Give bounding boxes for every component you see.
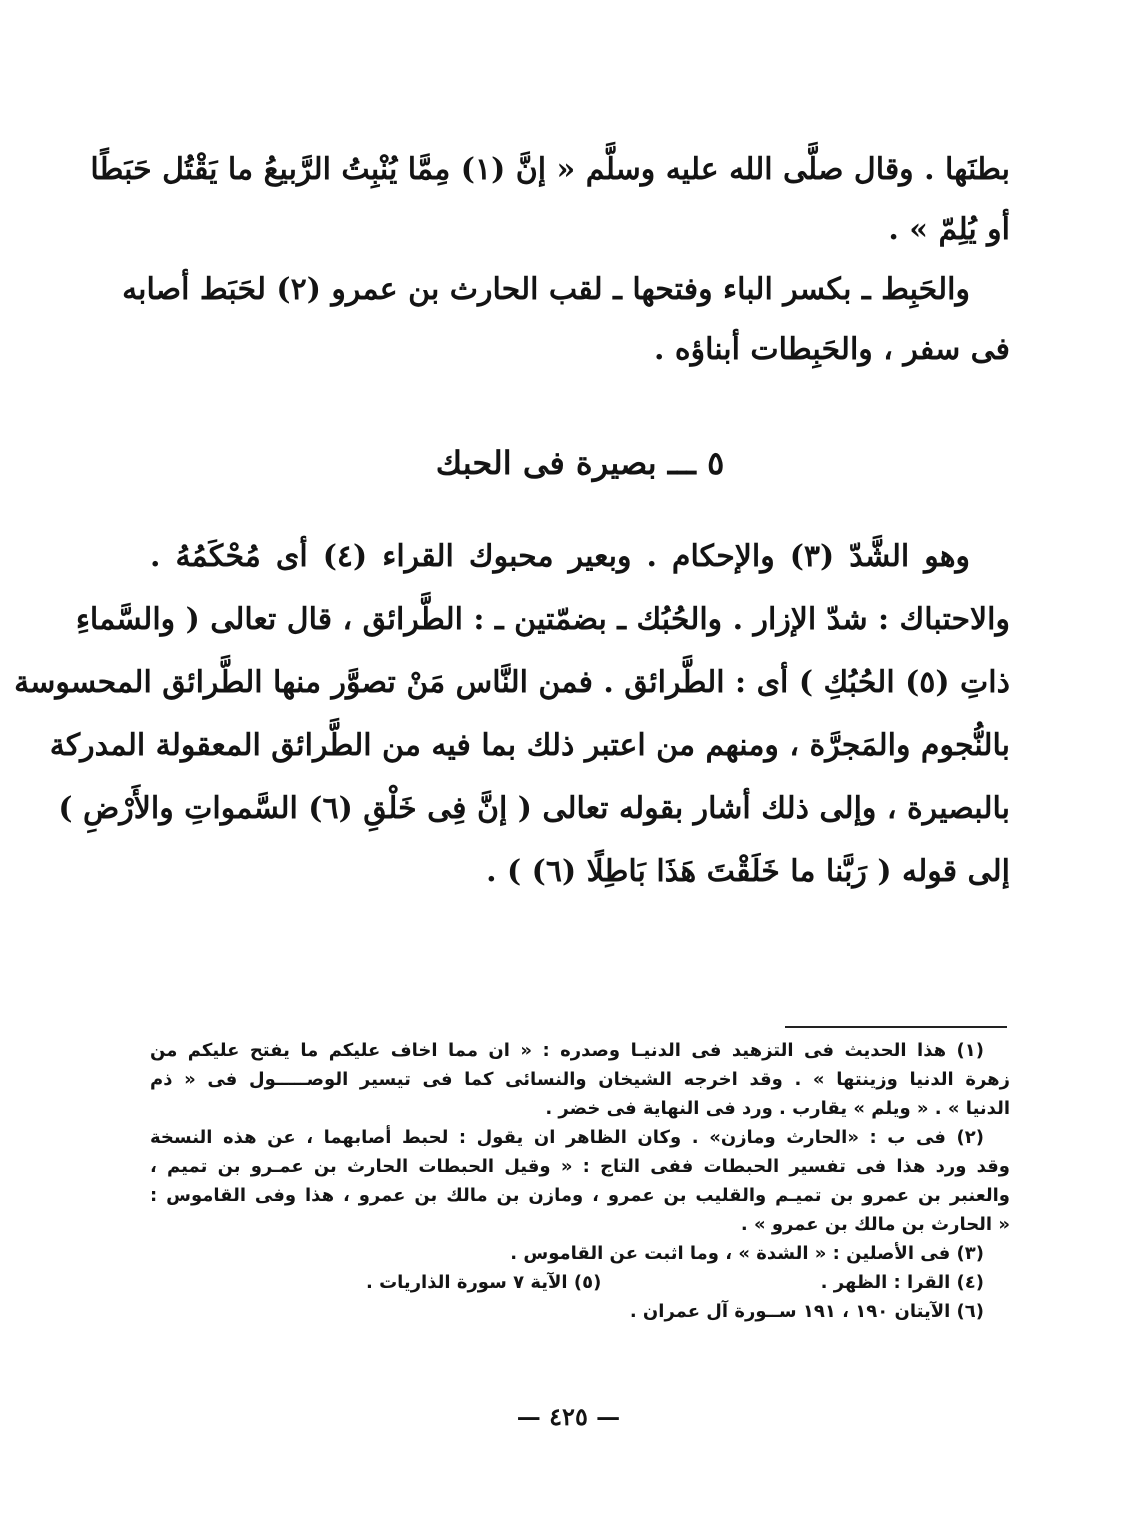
footnote-line: زهرة الدنيا وزينتها » . وقد اخرجه الشيخان والنسائى كما فى تيسير الوصـــــول فى « ذم [150,1069,1010,1090]
text-line: والاحتباك : شدّ الإزار . والحُبُك ـ بضمّتين ـ : الطَّرائق ، قال تعالى ( والسَّماءِ [75,602,1010,637]
footnote-line: (٦) الآيتان ١٩٠ ، ١٩١ ســورة آل عمران . [629,1301,984,1322]
footnote-line: الدنيا » . « ويلم » يقارب . ورد فى النهاية فى خضر . [545,1098,1010,1119]
text-line: والحَبِط ـ بكسر الباء وفتحها ـ لقب الحارث بن عمرو (٢) لحَبَط أصابه [122,272,970,307]
text-line: أو يُلِمّ » . [888,212,1010,247]
text-line: بالنُّجوم والمَجرَّة ، ومنهم من اعتبر ذلك بما فيه من الطَّرائق المعقولة المدركة [49,728,1010,763]
footnote-line: (٢) فى ب : «الحارث ومازن» . وكان الظاهر ان يقول : لحبط أصابهما ، عن هذه النسخة [150,1127,984,1148]
footnote-line: (١) هذا الحديث فى التزهيد فى الدنيـا وصدره : « ان مما اخاف عليكم ما يفتح عليكم من [150,1040,984,1061]
paragraph-2 [14,525,1010,903]
text-line: بطنَها . وقال صلَّى الله عليه وسلَّم « إنَّ (١) مِمَّا يُنْبِتُ الرَّبيعُ ما يَقْتُل حَبَطًا [90,152,1010,187]
section-heading: ٥ ـــ بصيرة فى الحبك [435,444,725,482]
text-line: إلى قوله ( رَبَّنا ما خَلَقْتَ هَذَا بَاطِلًا (٦) ) . [486,854,1010,889]
footnote-line: « الحارث بن مالك بن عمرو » . [740,1214,1010,1235]
footnote-line: (٣) فى الأصلين : « الشدة » ، وما اثبت عن القاموس . [510,1243,984,1264]
text-line: وهو الشَّدّ (٣) والإحكام . وبعير محبوك القراء (٤) أى مُحْكَمُهُ . [150,539,971,574]
footnotes [150,1036,1010,1326]
page-number: — ٤٢٥ — [516,1402,621,1431]
text-line: فى سفر ، والحَبِطات أبناؤه . [653,332,1010,367]
paragraph-1 [90,140,1010,380]
text-line: بالبصيرة ، وإلى ذلك أشار بقوله تعالى ( إنَّ فِى خَلْقِ (٦) السَّمواتِ والأَرْضِ ) [58,791,1010,826]
footnote-line: (٤) القرا : الظهر . (٥) الآية ٧ سورة الذاريات . [365,1272,984,1293]
footnote-separator [785,1026,1007,1028]
text-line: ذاتِ (٥) الحُبُكِ ) أى : الطَّرائق . فمن النَّاس مَنْ تصوَّر منها الطَّرائق المحسوسة [14,665,1010,700]
footnote-line: والعنبر بن عمرو بن تميـم والقليب بن عمرو ، ومازن بن مالك بن عمرو ، هذا وفى القاموس : [150,1185,1010,1206]
footnote-line: وقد ورد هذا فى تفسير الحبطات ففى التاج : « وقيل الحبطات الحارث بن عمـرو بن تميم ، [150,1156,1010,1177]
